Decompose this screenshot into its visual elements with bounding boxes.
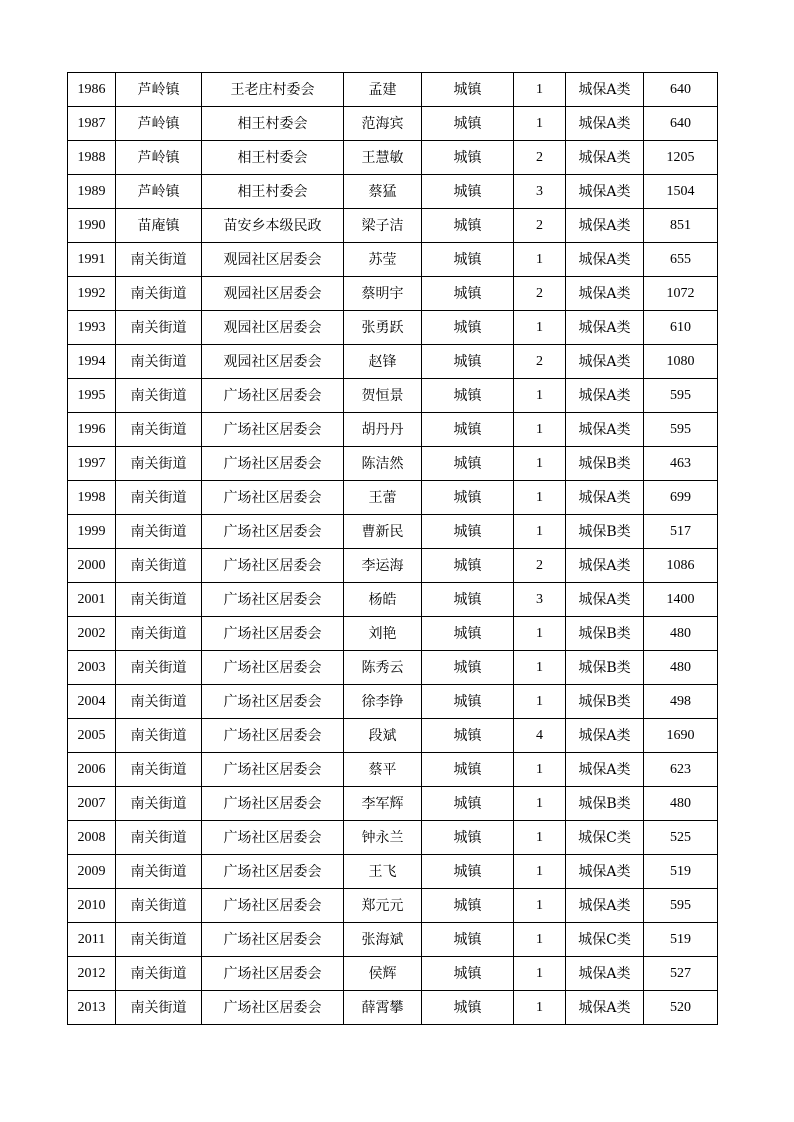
- name-cell: 张勇跃: [344, 311, 422, 345]
- row-id-cell: 2007: [68, 787, 116, 821]
- table-row: [68, 991, 718, 1025]
- category-cell: 城保A类: [566, 73, 644, 107]
- committee-cell: 苗安乡本级民政: [202, 209, 344, 243]
- name-cell: 张海斌: [344, 923, 422, 957]
- name-cell: 蔡平: [344, 753, 422, 787]
- category-cell: 城保A类: [566, 753, 644, 787]
- town-cell: 南关街道: [116, 311, 202, 345]
- amount-cell: 1690: [644, 719, 718, 753]
- committee-cell: 广场社区居委会: [202, 923, 344, 957]
- name-cell: 侯辉: [344, 957, 422, 991]
- town-cell: 南关街道: [116, 379, 202, 413]
- committee-cell: 广场社区居委会: [202, 821, 344, 855]
- household-type-cell: 城镇: [422, 753, 514, 787]
- category-cell: 城保A类: [566, 583, 644, 617]
- name-cell: 曹新民: [344, 515, 422, 549]
- household-type-cell: 城镇: [422, 73, 514, 107]
- amount-cell: 480: [644, 787, 718, 821]
- committee-cell: 相王村委会: [202, 141, 344, 175]
- amount-cell: 655: [644, 243, 718, 277]
- member-count-cell: 1: [514, 617, 566, 651]
- amount-cell: 463: [644, 447, 718, 481]
- row-id-cell: 2006: [68, 753, 116, 787]
- amount-cell: 851: [644, 209, 718, 243]
- town-cell: 南关街道: [116, 753, 202, 787]
- member-count-cell: 2: [514, 209, 566, 243]
- town-cell: 苗庵镇: [116, 209, 202, 243]
- town-cell: 南关街道: [116, 923, 202, 957]
- category-cell: 城保A类: [566, 277, 644, 311]
- member-count-cell: 4: [514, 719, 566, 753]
- row-id-cell: 2001: [68, 583, 116, 617]
- category-cell: 城保B类: [566, 617, 644, 651]
- amount-cell: 595: [644, 889, 718, 923]
- amount-cell: 517: [644, 515, 718, 549]
- table-row: [68, 481, 718, 515]
- category-cell: 城保A类: [566, 175, 644, 209]
- town-cell: 南关街道: [116, 855, 202, 889]
- name-cell: 薛霄攀: [344, 991, 422, 1025]
- committee-cell: 观园社区居委会: [202, 345, 344, 379]
- category-cell: 城保A类: [566, 379, 644, 413]
- row-id-cell: 1990: [68, 209, 116, 243]
- town-cell: 南关街道: [116, 549, 202, 583]
- table-row: [68, 311, 718, 345]
- row-id-cell: 1988: [68, 141, 116, 175]
- member-count-cell: 1: [514, 957, 566, 991]
- name-cell: 贺恒景: [344, 379, 422, 413]
- table-row: [68, 617, 718, 651]
- member-count-cell: 1: [514, 685, 566, 719]
- category-cell: 城保A类: [566, 481, 644, 515]
- amount-cell: 699: [644, 481, 718, 515]
- row-id-cell: 2012: [68, 957, 116, 991]
- category-cell: 城保B类: [566, 685, 644, 719]
- household-type-cell: 城镇: [422, 855, 514, 889]
- name-cell: 李运海: [344, 549, 422, 583]
- household-type-cell: 城镇: [422, 345, 514, 379]
- town-cell: 南关街道: [116, 583, 202, 617]
- name-cell: 郑元元: [344, 889, 422, 923]
- town-cell: 南关街道: [116, 447, 202, 481]
- town-cell: 南关街道: [116, 991, 202, 1025]
- name-cell: 钟永兰: [344, 821, 422, 855]
- category-cell: 城保A类: [566, 549, 644, 583]
- row-id-cell: 2005: [68, 719, 116, 753]
- table-row: [68, 923, 718, 957]
- row-id-cell: 1989: [68, 175, 116, 209]
- table-row: [68, 787, 718, 821]
- member-count-cell: 1: [514, 73, 566, 107]
- table-row: [68, 855, 718, 889]
- name-cell: 孟建: [344, 73, 422, 107]
- table-row: [68, 141, 718, 175]
- category-cell: 城保A类: [566, 311, 644, 345]
- name-cell: 蔡猛: [344, 175, 422, 209]
- row-id-cell: 2003: [68, 651, 116, 685]
- town-cell: 南关街道: [116, 617, 202, 651]
- town-cell: 南关街道: [116, 277, 202, 311]
- member-count-cell: 3: [514, 175, 566, 209]
- row-id-cell: 2002: [68, 617, 116, 651]
- table-row: [68, 719, 718, 753]
- town-cell: 芦岭镇: [116, 73, 202, 107]
- member-count-cell: 1: [514, 107, 566, 141]
- row-id-cell: 2010: [68, 889, 116, 923]
- name-cell: 李军辉: [344, 787, 422, 821]
- town-cell: 南关街道: [116, 821, 202, 855]
- amount-cell: 1080: [644, 345, 718, 379]
- amount-cell: 595: [644, 413, 718, 447]
- town-cell: 芦岭镇: [116, 175, 202, 209]
- category-cell: 城保A类: [566, 991, 644, 1025]
- row-id-cell: 1993: [68, 311, 116, 345]
- member-count-cell: 1: [514, 889, 566, 923]
- household-type-cell: 城镇: [422, 549, 514, 583]
- table-row: [68, 243, 718, 277]
- committee-cell: 相王村委会: [202, 107, 344, 141]
- amount-cell: 1072: [644, 277, 718, 311]
- name-cell: 徐李铮: [344, 685, 422, 719]
- town-cell: 南关街道: [116, 481, 202, 515]
- category-cell: 城保B类: [566, 787, 644, 821]
- row-id-cell: 2013: [68, 991, 116, 1025]
- household-type-cell: 城镇: [422, 651, 514, 685]
- name-cell: 陈洁然: [344, 447, 422, 481]
- household-type-cell: 城镇: [422, 175, 514, 209]
- roster-table: [67, 72, 718, 1025]
- table-row: [68, 753, 718, 787]
- town-cell: 南关街道: [116, 889, 202, 923]
- member-count-cell: 1: [514, 481, 566, 515]
- name-cell: 王慧敏: [344, 141, 422, 175]
- amount-cell: 595: [644, 379, 718, 413]
- amount-cell: 640: [644, 107, 718, 141]
- table-row: [68, 583, 718, 617]
- household-type-cell: 城镇: [422, 923, 514, 957]
- name-cell: 杨皓: [344, 583, 422, 617]
- committee-cell: 观园社区居委会: [202, 243, 344, 277]
- member-count-cell: 3: [514, 583, 566, 617]
- row-id-cell: 2000: [68, 549, 116, 583]
- amount-cell: 623: [644, 753, 718, 787]
- household-type-cell: 城镇: [422, 685, 514, 719]
- amount-cell: 519: [644, 923, 718, 957]
- committee-cell: 广场社区居委会: [202, 787, 344, 821]
- name-cell: 胡丹丹: [344, 413, 422, 447]
- committee-cell: 观园社区居委会: [202, 277, 344, 311]
- town-cell: 南关街道: [116, 515, 202, 549]
- household-type-cell: 城镇: [422, 787, 514, 821]
- table-row: [68, 73, 718, 107]
- row-id-cell: 1992: [68, 277, 116, 311]
- amount-cell: 1504: [644, 175, 718, 209]
- amount-cell: 480: [644, 651, 718, 685]
- table-row: [68, 957, 718, 991]
- town-cell: 南关街道: [116, 651, 202, 685]
- table-row: [68, 413, 718, 447]
- member-count-cell: 1: [514, 243, 566, 277]
- household-type-cell: 城镇: [422, 447, 514, 481]
- row-id-cell: 1991: [68, 243, 116, 277]
- category-cell: 城保A类: [566, 889, 644, 923]
- row-id-cell: 2008: [68, 821, 116, 855]
- name-cell: 蔡明宇: [344, 277, 422, 311]
- town-cell: 南关街道: [116, 685, 202, 719]
- member-count-cell: 2: [514, 345, 566, 379]
- household-type-cell: 城镇: [422, 107, 514, 141]
- committee-cell: 广场社区居委会: [202, 651, 344, 685]
- category-cell: 城保C类: [566, 923, 644, 957]
- table-row: [68, 651, 718, 685]
- committee-cell: 广场社区居委会: [202, 753, 344, 787]
- category-cell: 城保A类: [566, 719, 644, 753]
- row-id-cell: 1999: [68, 515, 116, 549]
- row-id-cell: 1995: [68, 379, 116, 413]
- member-count-cell: 1: [514, 787, 566, 821]
- amount-cell: 1205: [644, 141, 718, 175]
- committee-cell: 广场社区居委会: [202, 889, 344, 923]
- row-id-cell: 2009: [68, 855, 116, 889]
- category-cell: 城保B类: [566, 447, 644, 481]
- name-cell: 刘艳: [344, 617, 422, 651]
- member-count-cell: 2: [514, 141, 566, 175]
- name-cell: 苏莹: [344, 243, 422, 277]
- category-cell: 城保A类: [566, 957, 644, 991]
- table-row: [68, 107, 718, 141]
- town-cell: 南关街道: [116, 243, 202, 277]
- table-row: [68, 209, 718, 243]
- row-id-cell: 1987: [68, 107, 116, 141]
- category-cell: 城保C类: [566, 821, 644, 855]
- town-cell: 芦岭镇: [116, 141, 202, 175]
- name-cell: 赵锋: [344, 345, 422, 379]
- table-row: [68, 515, 718, 549]
- member-count-cell: 1: [514, 991, 566, 1025]
- committee-cell: 广场社区居委会: [202, 991, 344, 1025]
- member-count-cell: 1: [514, 515, 566, 549]
- row-id-cell: 1994: [68, 345, 116, 379]
- household-type-cell: 城镇: [422, 719, 514, 753]
- table-row: [68, 549, 718, 583]
- amount-cell: 480: [644, 617, 718, 651]
- committee-cell: 广场社区居委会: [202, 481, 344, 515]
- category-cell: 城保A类: [566, 141, 644, 175]
- table-row: [68, 889, 718, 923]
- committee-cell: 广场社区居委会: [202, 447, 344, 481]
- amount-cell: 525: [644, 821, 718, 855]
- committee-cell: 相王村委会: [202, 175, 344, 209]
- member-count-cell: 1: [514, 651, 566, 685]
- member-count-cell: 1: [514, 379, 566, 413]
- household-type-cell: 城镇: [422, 821, 514, 855]
- category-cell: 城保A类: [566, 209, 644, 243]
- table-row: [68, 345, 718, 379]
- town-cell: 南关街道: [116, 957, 202, 991]
- table-row: [68, 821, 718, 855]
- table-row: [68, 379, 718, 413]
- member-count-cell: 2: [514, 549, 566, 583]
- amount-cell: 520: [644, 991, 718, 1025]
- household-type-cell: 城镇: [422, 889, 514, 923]
- row-id-cell: 1997: [68, 447, 116, 481]
- category-cell: 城保A类: [566, 243, 644, 277]
- table-row: [68, 175, 718, 209]
- row-id-cell: 2004: [68, 685, 116, 719]
- household-type-cell: 城镇: [422, 583, 514, 617]
- member-count-cell: 1: [514, 413, 566, 447]
- amount-cell: 1086: [644, 549, 718, 583]
- category-cell: 城保A类: [566, 855, 644, 889]
- committee-cell: 广场社区居委会: [202, 957, 344, 991]
- row-id-cell: 1996: [68, 413, 116, 447]
- household-type-cell: 城镇: [422, 957, 514, 991]
- town-cell: 南关街道: [116, 345, 202, 379]
- amount-cell: 498: [644, 685, 718, 719]
- category-cell: 城保B类: [566, 651, 644, 685]
- category-cell: 城保B类: [566, 515, 644, 549]
- row-id-cell: 2011: [68, 923, 116, 957]
- table-row: [68, 685, 718, 719]
- name-cell: 段斌: [344, 719, 422, 753]
- household-type-cell: 城镇: [422, 413, 514, 447]
- committee-cell: 广场社区居委会: [202, 719, 344, 753]
- town-cell: 芦岭镇: [116, 107, 202, 141]
- name-cell: 王蕾: [344, 481, 422, 515]
- name-cell: 陈秀云: [344, 651, 422, 685]
- roster-body: [68, 73, 718, 1025]
- committee-cell: 广场社区居委会: [202, 855, 344, 889]
- household-type-cell: 城镇: [422, 277, 514, 311]
- amount-cell: 519: [644, 855, 718, 889]
- household-type-cell: 城镇: [422, 515, 514, 549]
- category-cell: 城保A类: [566, 107, 644, 141]
- town-cell: 南关街道: [116, 719, 202, 753]
- row-id-cell: 1998: [68, 481, 116, 515]
- row-id-cell: 1986: [68, 73, 116, 107]
- committee-cell: 广场社区居委会: [202, 413, 344, 447]
- name-cell: 梁子洁: [344, 209, 422, 243]
- member-count-cell: 1: [514, 311, 566, 345]
- town-cell: 南关街道: [116, 413, 202, 447]
- member-count-cell: 2: [514, 277, 566, 311]
- name-cell: 范海宾: [344, 107, 422, 141]
- member-count-cell: 1: [514, 753, 566, 787]
- table-row: [68, 447, 718, 481]
- household-type-cell: 城镇: [422, 311, 514, 345]
- household-type-cell: 城镇: [422, 991, 514, 1025]
- household-type-cell: 城镇: [422, 141, 514, 175]
- amount-cell: 1400: [644, 583, 718, 617]
- category-cell: 城保A类: [566, 345, 644, 379]
- household-type-cell: 城镇: [422, 209, 514, 243]
- table-row: [68, 277, 718, 311]
- household-type-cell: 城镇: [422, 243, 514, 277]
- category-cell: 城保A类: [566, 413, 644, 447]
- name-cell: 王飞: [344, 855, 422, 889]
- member-count-cell: 1: [514, 855, 566, 889]
- household-type-cell: 城镇: [422, 617, 514, 651]
- committee-cell: 王老庄村委会: [202, 73, 344, 107]
- committee-cell: 广场社区居委会: [202, 515, 344, 549]
- amount-cell: 640: [644, 73, 718, 107]
- committee-cell: 广场社区居委会: [202, 549, 344, 583]
- amount-cell: 610: [644, 311, 718, 345]
- household-type-cell: 城镇: [422, 379, 514, 413]
- committee-cell: 观园社区居委会: [202, 311, 344, 345]
- member-count-cell: 1: [514, 447, 566, 481]
- committee-cell: 广场社区居委会: [202, 617, 344, 651]
- committee-cell: 广场社区居委会: [202, 379, 344, 413]
- town-cell: 南关街道: [116, 787, 202, 821]
- household-type-cell: 城镇: [422, 481, 514, 515]
- committee-cell: 广场社区居委会: [202, 685, 344, 719]
- amount-cell: 527: [644, 957, 718, 991]
- member-count-cell: 1: [514, 923, 566, 957]
- committee-cell: 广场社区居委会: [202, 583, 344, 617]
- member-count-cell: 1: [514, 821, 566, 855]
